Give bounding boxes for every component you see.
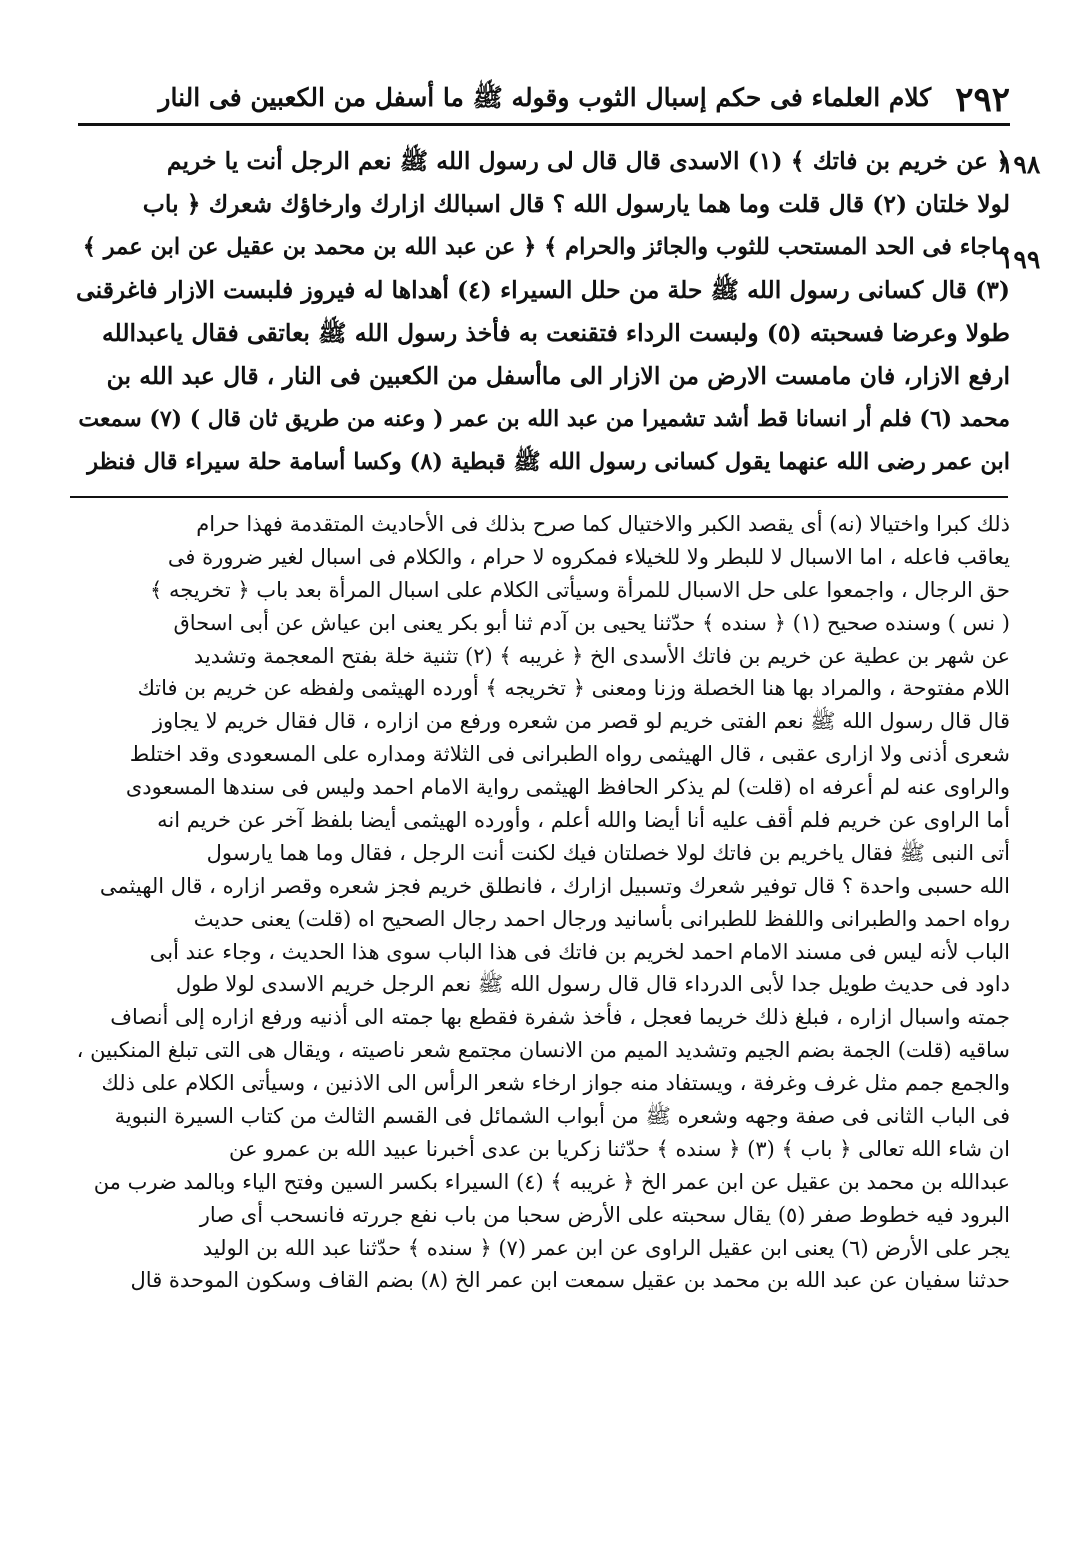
footnote-line: ساقيه (قلت) الجمة بضم الجيم وتشديد الميم من الانسان مجتمع شعر ناصيته ، ويقال هى التى تبلغ المنكبين ، [76, 1038, 1010, 1063]
footnote-line: عن شهر بن عطية عن خريم بن فاتك الأسدى الخ ﴿ غريبه ﴾ (٢) تثنية خلة بفتح المعجمة وتشديد [193, 643, 1010, 668]
main-line: طولا وعرضا فسحبته (٥) ولبست الرداء فتقنعت به فأخذ رسول الله ﷺ بعاتقى فقال ياعبدالله [101, 319, 1010, 347]
footnote-line: جمته واسبال ازاره ، فبلغ ذلك خريما فعجل ، فأخذ شفرة فقطع بها جمته الى أذنيه ورفع ازاره إلى أنصاف [110, 1005, 1010, 1030]
main-line: ماجاء فى الحد المستحب للثوب والجائز والحرام ﴾ ﴿ عن عبد الله بن محمد بن عقيل عن ابن عمر ﴾ [82, 234, 1010, 260]
footnotes [70, 508, 1010, 1518]
footnote-line: حق الرجال ، واجمعوا على حل الاسبال للمرأة وسيأتى الكلام على اسبال المرأة بعد باب ﴿ تخريجه ﴾ [150, 577, 1010, 602]
footnote-line: يعاقب فاعله ، اما الاسبال لا للبطر ولا للخيلاء فمكروه لا حرام ، والكلام فى اسبال لغير ضرورة فى [167, 544, 1010, 569]
footnote-line: رواه احمد والطبرانى واللفظ للطبرانى بأسانيد ورجال احمد رجال الصحيح اه (قلت) يعنى حديث [193, 906, 1010, 931]
header-rule [78, 123, 1010, 126]
running-title: كلام العلماء فى حكم إسبال الثوب وقوله ﷺ ما أسفل من الكعبين فى النار [158, 82, 932, 112]
footnote-line: قال قال رسول الله ﷺ نعم الفتى خريم لو قصر من شعره ورفع من ازاره ، قال فقال خريم لا يجاوز [152, 709, 1010, 734]
footnote-line: ( نس ) وسنده صحيح (١) ﴿ سنده ﴾ حدّثنا يحيى بن آدم ثنا أبو بكر يعنى ابن عياش عن أبى اسحاق [173, 610, 1010, 635]
main-line: ﴿ عن خريم بن فاتك ﴾ (١) الاسدى قال قال لى رسول الله ﷺ نعم الرجل أنت يا خريم [166, 147, 1010, 175]
hadith-number: ١٩٨ [1000, 150, 1041, 179]
footnote-line: أتى النبى ﷺ فقال ياخريم بن فاتك لولا خصلتان فيك لكنت أنت الرجل ، فقال وما هما يارسول [206, 840, 1010, 865]
footnote-line: الباب لأنه ليس فى مسند الامام احمد لخريم بن فاتك فى هذا الباب سوى هذا الحديث ، وجاء عند أبى [149, 939, 1010, 964]
footnote-line: فى الباب الثانى فى صفة وجهه وشعره ﷺ من أبواب الشمائل فى القسم الثالث من كتاب السيرة النبوية [114, 1104, 1010, 1129]
footnote-line: ذلك كبرا واختيالا (نه) أى يقصد الكبر والاختيال كما صرح بذلك فى الأحاديث المتقدمة فهذا حرام [196, 512, 1010, 536]
footnote-line: حدثنا سفيان عن عبد الله بن محمد بن عقيل سمعت ابن عمر الخ (٨) بضم القاف وسكون الموحدة قال [130, 1268, 1010, 1293]
footnote-line: عبدالله بن محمد بن عقيل عن ابن عمر الخ ﴿ غريبه ﴾ (٤) السيراء بكسر السين وفتح الياء وبالمد ضرب من [93, 1169, 1010, 1194]
footnote-line: البرود فيه خطوط صفر (٥) يقال سحبته على الأرض سحبا من باب نفع جررته فانسحب أى صار [199, 1202, 1010, 1227]
footnote-line: شعرى أذنى ولا ازارى عقبى ، قال الهيثمى رواه الطبرانى فى الثلاثة ومداره على المسعودى وقد اختلط [129, 742, 1010, 767]
page-number: ٢٩٢ [955, 80, 1010, 120]
footnote-line: ان شاء الله تعالى ﴿ باب ﴾ (٣) ﴿ سنده ﴾ حدّثنا زكريا بن عدى أخبرنا عبيد الله بن عمرو عن [229, 1136, 1010, 1161]
main-line: (٣) قال كسانى رسول الله ﷺ حلة من حلل السيراء (٤) أهداها له فيروز فلبست الازار فاغرقنى [76, 276, 1010, 304]
footnote-line: يجر على الأرض (٦) يعنى ابن عقيل الراوى عن ابن عمر (٧) ﴿ سنده ﴾ حدّثنا عبد الله بن الوليد [202, 1235, 1010, 1260]
main-line: ابن عمر رضى الله عنهما يقول كسانى رسول الله ﷺ قبطية (٨) وكسا أسامة حلة سيراء قال فنظر [87, 449, 1010, 475]
footnote-line: داود فى حديث طويل جدا لأبى الدرداء قال قال رسول الله ﷺ نعم الرجل خريم الاسدى لولا طول [175, 972, 1010, 997]
separator-rule [70, 496, 1008, 498]
footnote-line: أما الراوى عن خريم فلم أقف عليه أنا أيضا والله أعلم ، وأورده الهيثمى أيضا بلفظ آخر عن خريم انه [157, 808, 1010, 833]
main-line: محمد (٦) فلم أر انسانا قط أشد تشميرا من عبد الله بن عمر ( وعنه من طريق ثان قال ) (٧) سمعت [78, 406, 1010, 432]
footnote-line: والجمع جمم مثل غرف وغرفة ، ويستفاد منه جواز ارخاء شعر الرأس الى الاذنين ، وسيأتى الكلام على ذلك [101, 1071, 1010, 1096]
main-line: لولا خلتان (٢) قال قلت وما هما يارسول الله ؟ قال اسبالك ازارك وارخاؤك شعرك ﴿ باب [142, 190, 1010, 218]
main-text [70, 140, 1010, 490]
footnote-line: والراوى عنه لم أعرفه اه (قلت) لم يذكر الحافظ الهيثمى رواية الامام احمد وليس فى سندها المسعودى [125, 775, 1010, 800]
hadith-number: ١٩٩ [1000, 245, 1041, 274]
footnote-line: الله حسبى واحدة ؟ قال توفير شعرك وتسبيل ازارك ، فانطلق خريم فجز شعره وقصر ازاره ، قال الهيثمى [99, 873, 1010, 898]
main-line: ارفع الازار، فان مامست الارض من الازار الى ماأسفل من الكعبين فى النار ، قال عبد الله بن [106, 362, 1010, 390]
page-header [80, 80, 1010, 120]
footnote-line: اللام مفتوحة ، والمراد بها هنا الخصلة وزنا ومعنى ﴿ تخريجه ﴾ أورده الهيثمى ولفظه عن خريم بن فاتك [137, 676, 1010, 701]
